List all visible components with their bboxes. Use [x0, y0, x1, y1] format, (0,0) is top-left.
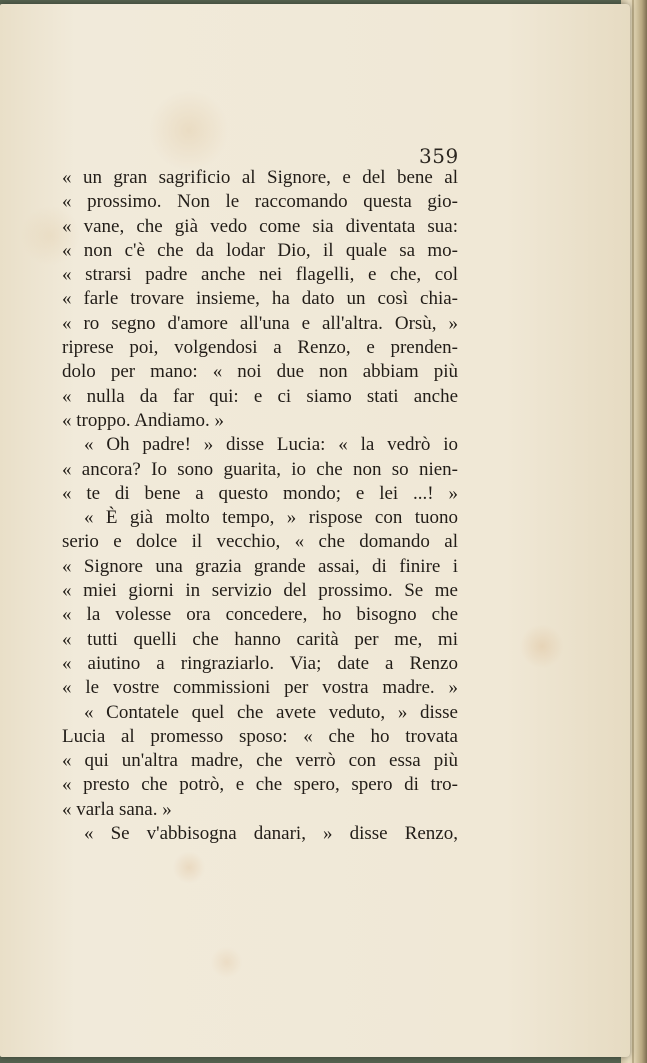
text-line: « strarsi padre anche nei flagelli, e che, col	[62, 264, 458, 286]
text-line: « È già molto tempo, » rispose con tuono	[84, 507, 458, 529]
text-line: « qui un'altra madre, che verrò con essa più	[62, 750, 458, 772]
text-line: riprese poi, volgendosi a Renzo, e prenden-	[62, 337, 458, 359]
text-line: « ro segno d'amore all'una e all'altra. Orsù, »	[62, 312, 458, 334]
book-page	[0, 4, 630, 1057]
text-line: « vane, che già vedo come sia diventata sua:	[62, 215, 458, 237]
text-line: dolo per mano: « noi due non abbiam più	[62, 361, 458, 383]
text-line: « nulla da far qui: e ci siamo stati anche	[62, 385, 458, 407]
text-line: « un gran sagrificio al Signore, e del bene al	[62, 167, 458, 188]
text-line: « Signore una grazia grande assai, di finire i	[62, 555, 458, 577]
text-line: « te di bene a questo mondo; e lei ...! »	[62, 482, 458, 504]
text-line: « troppo. Andiamo. »	[62, 409, 225, 431]
text-line: « Contatele quel che avete veduto, » disse	[84, 701, 458, 723]
text-line: « Se v'abbisogna danari, » disse Renzo,	[84, 823, 458, 845]
text-line: « varla sana. »	[62, 798, 172, 820]
text-line: « Oh padre! » disse Lucia: « la vedrò io	[84, 434, 458, 456]
body-text	[62, 166, 458, 846]
text-line: « miei giorni in servizio del prossimo. Se me	[62, 580, 458, 602]
text-line: serio e dolce il vecchio, « che domando al	[62, 531, 458, 553]
text-line: « farle trovare insieme, ha dato un così chia-	[62, 288, 458, 310]
text-line: « la volesse ora concedere, ho bisogno che	[62, 604, 458, 626]
text-line: « le vostre commissioni per vostra madre. »	[62, 677, 458, 699]
text-line: « non c'è che da lodar Dio, il quale sa mo-	[62, 239, 458, 261]
text-line: « ancora? Io sono guarita, io che non so nien-	[62, 458, 458, 480]
text-line: « tutti quelli che hanno carità per me, mi	[62, 628, 458, 650]
page-number: 359	[419, 144, 459, 168]
text-line: Lucia al promesso sposo: « che ho trovata	[62, 725, 458, 747]
text-line: « prossimo. Non le raccomando questa gio-	[62, 191, 458, 213]
text-line: « presto che potrò, e che spero, spero di tro-	[62, 774, 458, 796]
page-edge-line	[632, 0, 634, 1063]
text-line: « aiutino a ringraziarlo. Via; date a Renzo	[62, 652, 458, 674]
